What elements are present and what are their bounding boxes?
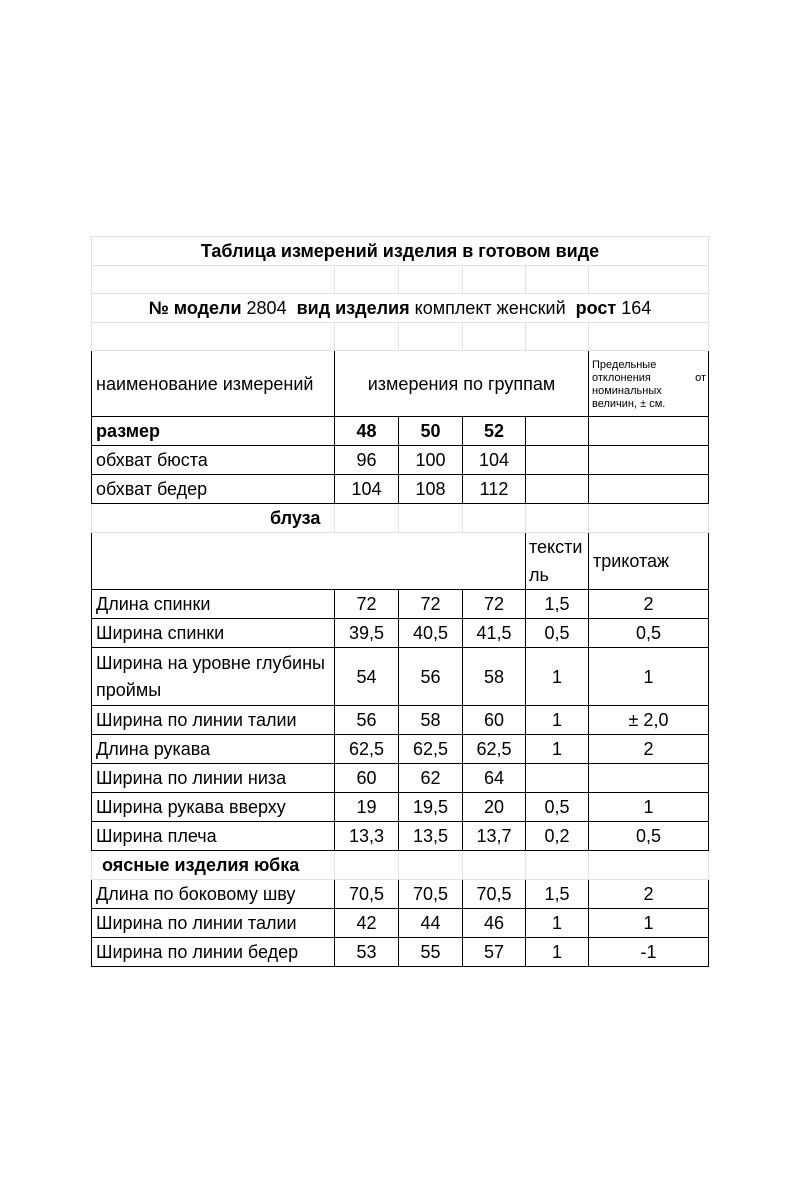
fabric-header-row <box>92 533 709 590</box>
row-textile: 1,5 <box>526 880 589 909</box>
row-value: 57 <box>463 938 526 967</box>
row-label: Длина по боковому шву <box>92 880 335 909</box>
table-row <box>92 446 709 475</box>
row-textile: 1 <box>526 909 589 938</box>
row-value: 54 <box>335 648 399 706</box>
row-value: 40,5 <box>399 619 463 648</box>
row-textile <box>526 764 589 793</box>
row-label: Ширина на уровне глубины проймы <box>92 648 335 706</box>
row-knit: 1 <box>589 648 709 706</box>
row-value: 62,5 <box>399 735 463 764</box>
table-row <box>92 735 709 764</box>
row-textile: 1,5 <box>526 590 589 619</box>
row-label: Длина спинки <box>92 590 335 619</box>
table-row <box>92 793 709 822</box>
row-knit: ± 2,0 <box>589 706 709 735</box>
row-label: Ширина по линии бедер <box>92 938 335 967</box>
row-value: 100 <box>399 446 463 475</box>
row-knit <box>589 764 709 793</box>
size-value: 52 <box>463 417 526 446</box>
section-row-skirt <box>92 851 709 880</box>
row-value: 96 <box>335 446 399 475</box>
row-knit: 0,5 <box>589 619 709 648</box>
row-label: Длина рукава <box>92 735 335 764</box>
row-value: 13,5 <box>399 822 463 851</box>
row-label: Ширина по линии талии <box>92 706 335 735</box>
row-textile: 0,5 <box>526 619 589 648</box>
row-value: 41,5 <box>463 619 526 648</box>
size-value: 50 <box>399 417 463 446</box>
height-value: 164 <box>621 298 652 318</box>
type-value: комплект женский <box>414 298 566 318</box>
row-value: 13,3 <box>335 822 399 851</box>
row-value: 104 <box>335 475 399 504</box>
row-textile: 0,5 <box>526 793 589 822</box>
row-value: 62,5 <box>463 735 526 764</box>
model-label: № модели <box>148 298 242 318</box>
table-title: Таблица измерений изделия в готовом виде <box>92 237 709 266</box>
row-value: 39,5 <box>335 619 399 648</box>
header-name: наименование измерений <box>92 351 335 417</box>
section-label-blouse: блуза <box>92 504 335 533</box>
row-value: 64 <box>463 764 526 793</box>
row-value: 19 <box>335 793 399 822</box>
height-label: рост <box>575 298 617 318</box>
type-label: вид изделия <box>296 298 410 318</box>
table-row <box>92 880 709 909</box>
row-value: 60 <box>335 764 399 793</box>
section-label-skirt: оясные изделия юбка <box>92 851 335 880</box>
header-groups: измерения по группам <box>335 351 589 417</box>
row-knit: -1 <box>589 938 709 967</box>
row-value: 55 <box>399 938 463 967</box>
row-value: 13,7 <box>463 822 526 851</box>
row-value: 19,5 <box>399 793 463 822</box>
row-knit: 1 <box>589 909 709 938</box>
row-label: Ширина плеча <box>92 822 335 851</box>
row-value: 60 <box>463 706 526 735</box>
table-row <box>92 764 709 793</box>
row-textile: 1 <box>526 648 589 706</box>
model-line <box>92 294 709 323</box>
row-textile: 0,2 <box>526 822 589 851</box>
table-row <box>92 590 709 619</box>
table-row <box>92 706 709 735</box>
table-row <box>92 475 709 504</box>
row-textile: 1 <box>526 938 589 967</box>
header-row <box>92 351 709 417</box>
table-row <box>92 938 709 967</box>
row-value: 70,5 <box>399 880 463 909</box>
row-value: 58 <box>399 706 463 735</box>
row-knit: 2 <box>589 735 709 764</box>
row-value: 58 <box>463 648 526 706</box>
row-knit: 0,5 <box>589 822 709 851</box>
row-value: 72 <box>463 590 526 619</box>
row-label: Ширина рукава вверху <box>92 793 335 822</box>
section-row-blouse <box>92 504 709 533</box>
row-value: 42 <box>335 909 399 938</box>
row-knit: 2 <box>589 590 709 619</box>
row-value: 44 <box>399 909 463 938</box>
row-textile: 1 <box>526 706 589 735</box>
row-label: обхват бедер <box>92 475 335 504</box>
size-value: 48 <box>335 417 399 446</box>
row-knit: 2 <box>589 880 709 909</box>
size-label: размер <box>92 417 335 446</box>
header-tolerance: Предельные отклонения от номинальных величин, ± см. <box>589 351 709 417</box>
model-value: 2804 <box>246 298 287 318</box>
row-value: 70,5 <box>463 880 526 909</box>
row-label: Ширина по линии низа <box>92 764 335 793</box>
row-value: 108 <box>399 475 463 504</box>
table-row <box>92 909 709 938</box>
row-value: 62,5 <box>335 735 399 764</box>
row-value: 70,5 <box>335 880 399 909</box>
table-row <box>92 648 709 706</box>
row-value: 56 <box>335 706 399 735</box>
measurement-table <box>91 236 709 967</box>
row-value: 62 <box>399 764 463 793</box>
table-row <box>92 619 709 648</box>
row-value: 53 <box>335 938 399 967</box>
row-knit: 1 <box>589 793 709 822</box>
empty-row <box>92 323 709 351</box>
row-value: 72 <box>399 590 463 619</box>
size-row <box>92 417 709 446</box>
row-label: обхват бюста <box>92 446 335 475</box>
row-value: 46 <box>463 909 526 938</box>
row-textile: 1 <box>526 735 589 764</box>
row-value: 56 <box>399 648 463 706</box>
row-value: 72 <box>335 590 399 619</box>
empty-row <box>92 266 709 294</box>
fabric-header-textile: тексти ль <box>526 533 589 590</box>
table-row <box>92 822 709 851</box>
fabric-header-knit: трикотаж <box>589 533 709 590</box>
row-value: 104 <box>463 446 526 475</box>
row-value: 112 <box>463 475 526 504</box>
measurement-sheet <box>91 236 708 967</box>
row-value: 20 <box>463 793 526 822</box>
row-label: Ширина по линии талии <box>92 909 335 938</box>
row-label: Ширина спинки <box>92 619 335 648</box>
